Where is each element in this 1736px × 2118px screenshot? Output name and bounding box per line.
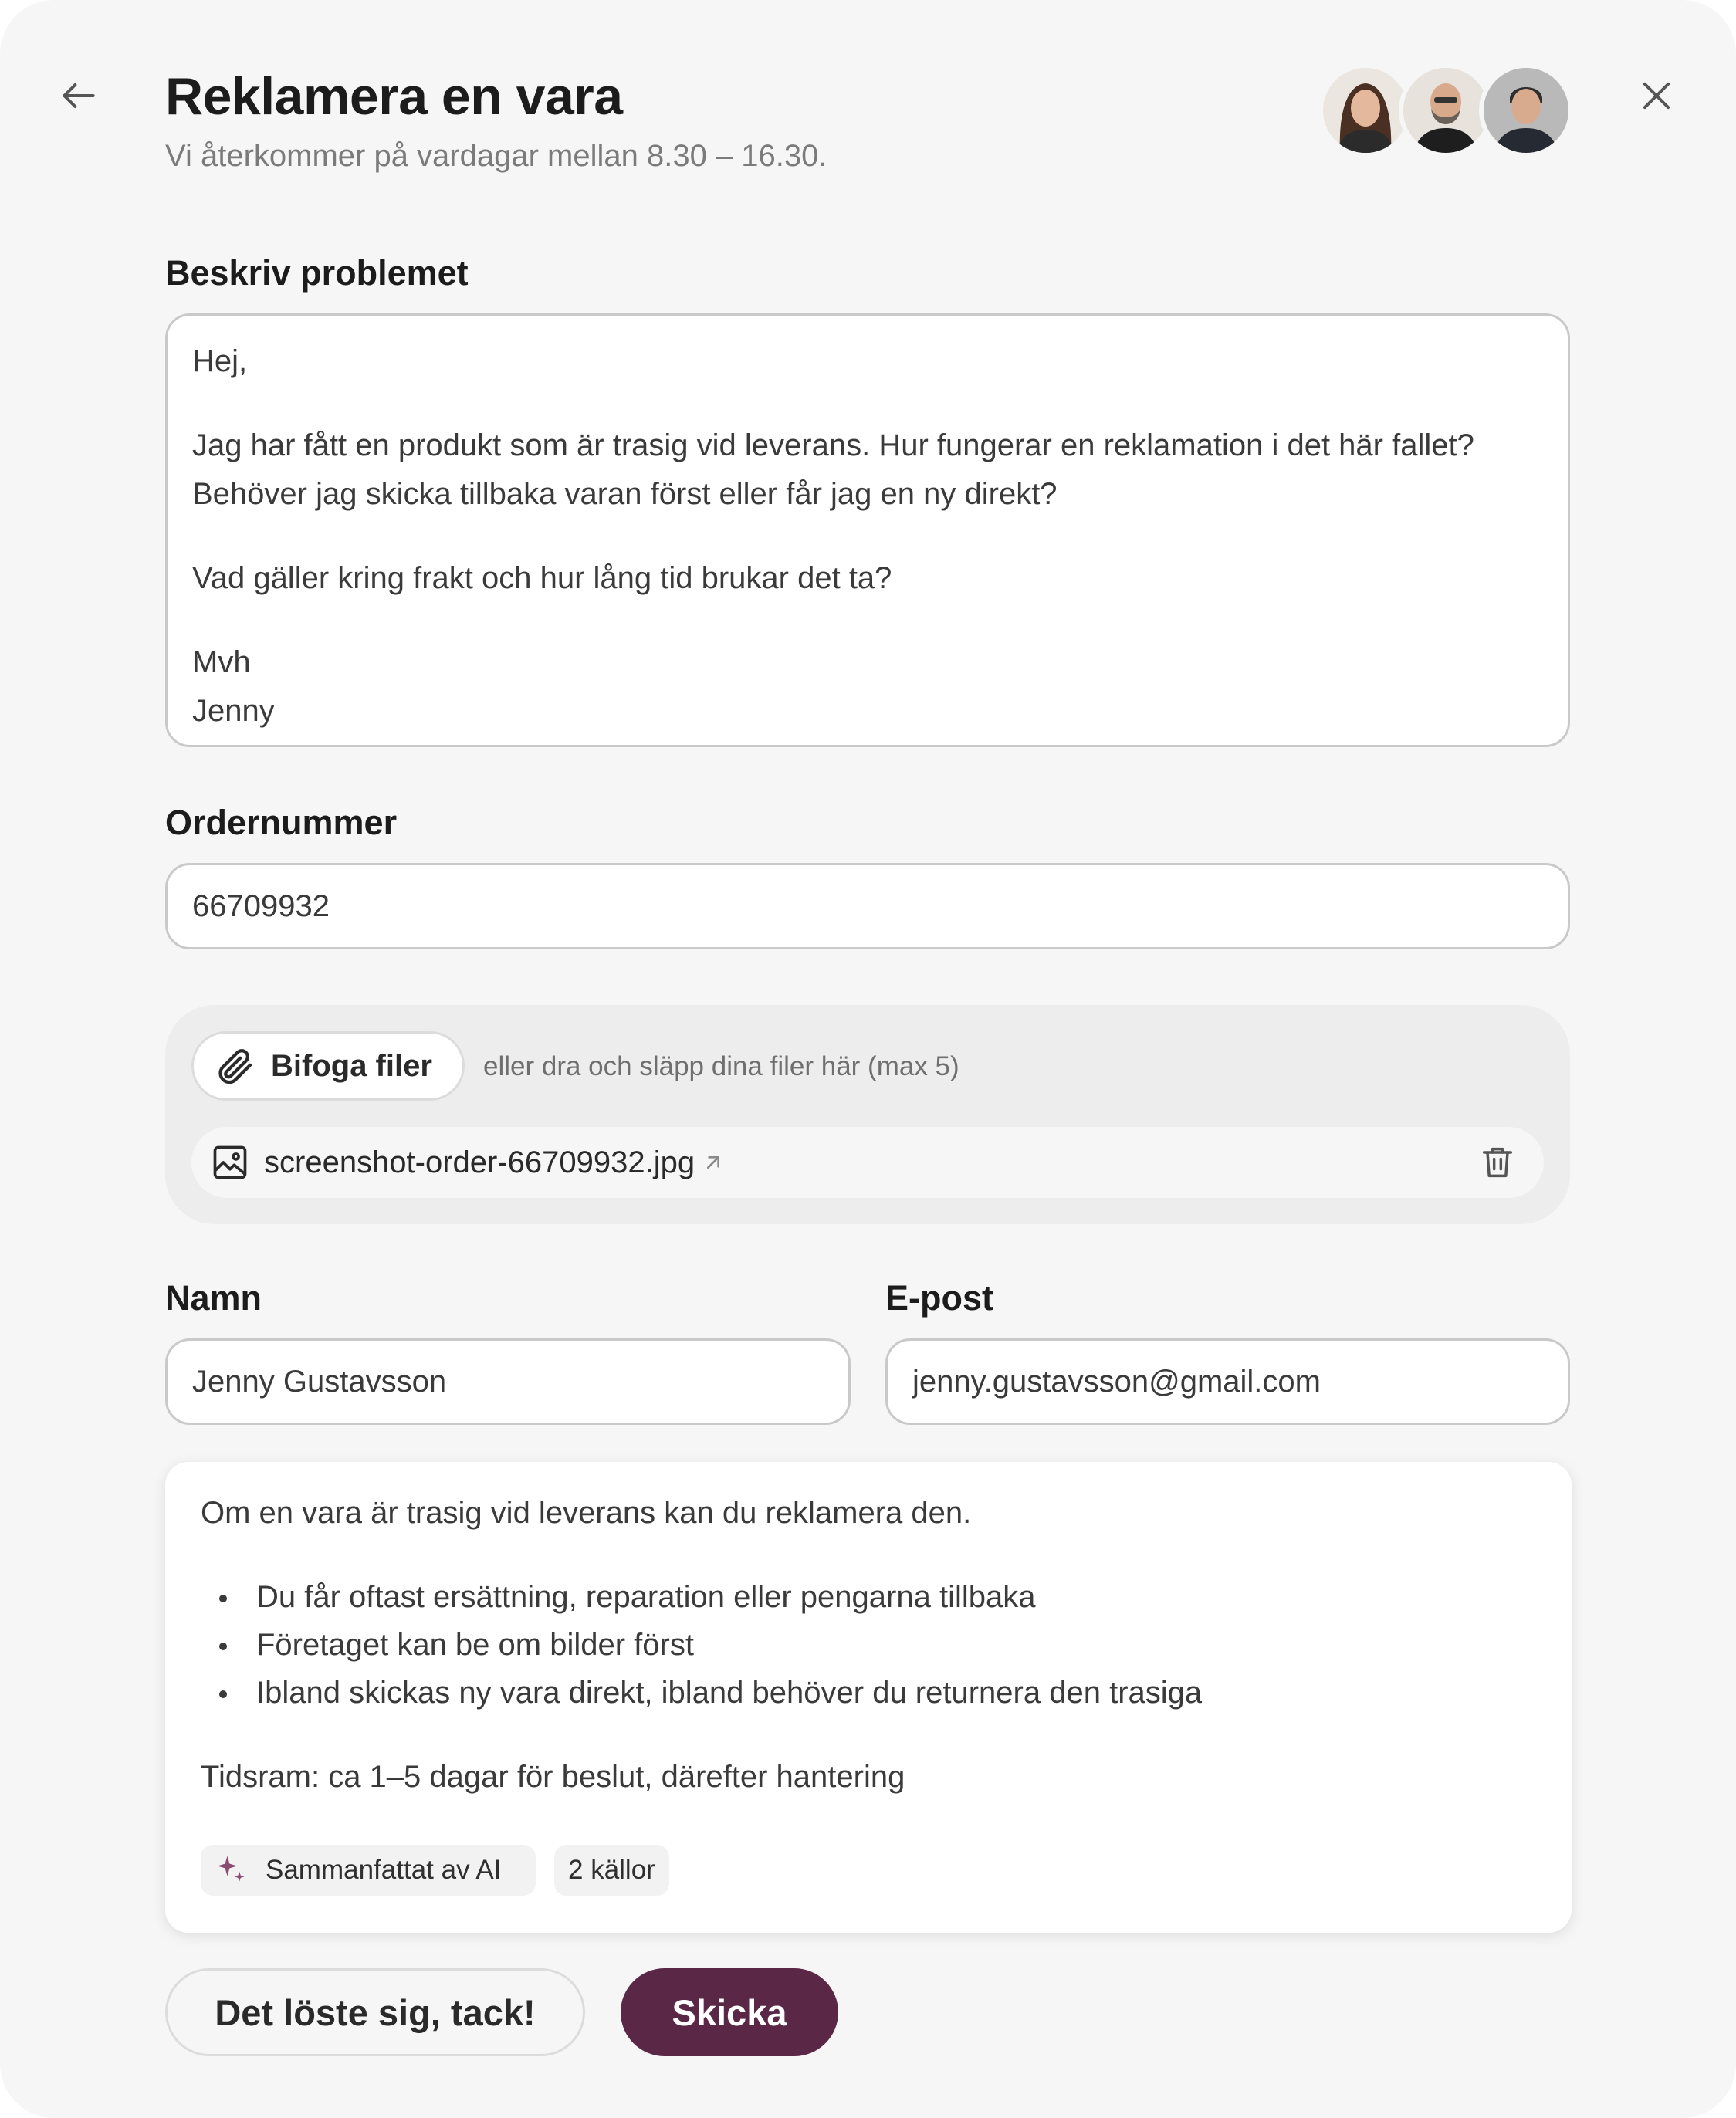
dropzone-hint: eller dra och släpp dina filer här (max 5)	[483, 1051, 959, 1081]
attach-files-button[interactable]	[191, 1031, 465, 1101]
attached-file-link[interactable]: screenshot-order-66709932.jpg	[264, 1145, 695, 1179]
support-team-avatars	[1318, 63, 1573, 157]
email-value: jenny.gustavsson@gmail.com	[912, 1364, 1321, 1399]
sources-chip[interactable]	[554, 1845, 669, 1896]
order-number-input[interactable]	[165, 863, 1570, 949]
ai-summary-chip	[201, 1845, 536, 1896]
delete-file-button[interactable]	[1473, 1138, 1522, 1187]
attach-files-label: Bifoga filer	[271, 1048, 432, 1083]
attached-file	[191, 1127, 1544, 1198]
summary-bullet: Företaget kan be om bilder först	[201, 1621, 1536, 1669]
email-input[interactable]	[885, 1338, 1570, 1425]
page-subtitle: Vi återkommer på vardagar mellan 8.30 – 16.30.	[165, 139, 827, 173]
submit-button[interactable]: Skicka	[621, 1968, 838, 2056]
name-input[interactable]	[165, 1338, 851, 1425]
sources-label: 2 källor	[568, 1855, 655, 1885]
file-dropzone[interactable]	[165, 1005, 1570, 1224]
paperclip-icon	[212, 1044, 255, 1088]
image-file-icon	[210, 1142, 250, 1182]
email-label: E-post	[885, 1278, 993, 1318]
name-label: Namn	[165, 1278, 262, 1318]
person-avatar-icon	[1323, 68, 1408, 153]
summary-bullet: Du får oftast ersättning, reparation eller pengarna tillbaka	[201, 1573, 1536, 1621]
external-link-icon[interactable]	[701, 1150, 726, 1175]
ai-summary-card	[165, 1462, 1572, 1933]
person-avatar-icon	[1484, 68, 1568, 153]
resolved-button[interactable]: Det löste sig, tack!	[165, 1968, 585, 2056]
summary-intro: Om en vara är trasig vid leverans kan du reklamera den.	[201, 1496, 972, 1530]
sparkle-icon	[215, 1853, 249, 1887]
description-paragraph: Vad gäller kring frakt och hur lång tid brukar det ta?	[192, 561, 892, 595]
arrow-left-icon	[57, 74, 100, 117]
summary-bullet: Ibland skickas ny vara direkt, ibland behöver du returnera den trasiga	[201, 1669, 1536, 1717]
name-value: Jenny Gustavsson	[192, 1364, 447, 1399]
order-number-label: Ordernummer	[165, 803, 398, 842]
summary-timeframe: Tidsram: ca 1–5 dagar för beslut, därefter hantering	[201, 1760, 905, 1794]
description-paragraph: Mvh Jenny	[192, 645, 275, 728]
close-button[interactable]	[1629, 68, 1684, 123]
ai-summary-label: Sammanfattat av AI	[266, 1855, 502, 1885]
page-title: Reklamera en vara	[165, 67, 623, 126]
order-number-value: 66709932	[192, 888, 330, 923]
summary-list	[201, 1573, 1536, 1717]
avatar	[1479, 63, 1573, 157]
person-avatar-icon	[1403, 68, 1488, 153]
description-textarea[interactable]	[165, 313, 1570, 747]
description-paragraph: Hej,	[192, 344, 248, 378]
trash-icon	[1477, 1142, 1518, 1182]
description-label: Beskriv problemet	[165, 253, 469, 293]
back-button[interactable]	[51, 68, 107, 123]
close-icon	[1636, 76, 1677, 116]
description-paragraph: Jag har fått en produkt som är trasig vid leverans. Hur fungerar en reklamation i det här fallet? Behöver jag skicka tillbaka varan först eller får jag en ny direkt?	[192, 428, 1474, 511]
